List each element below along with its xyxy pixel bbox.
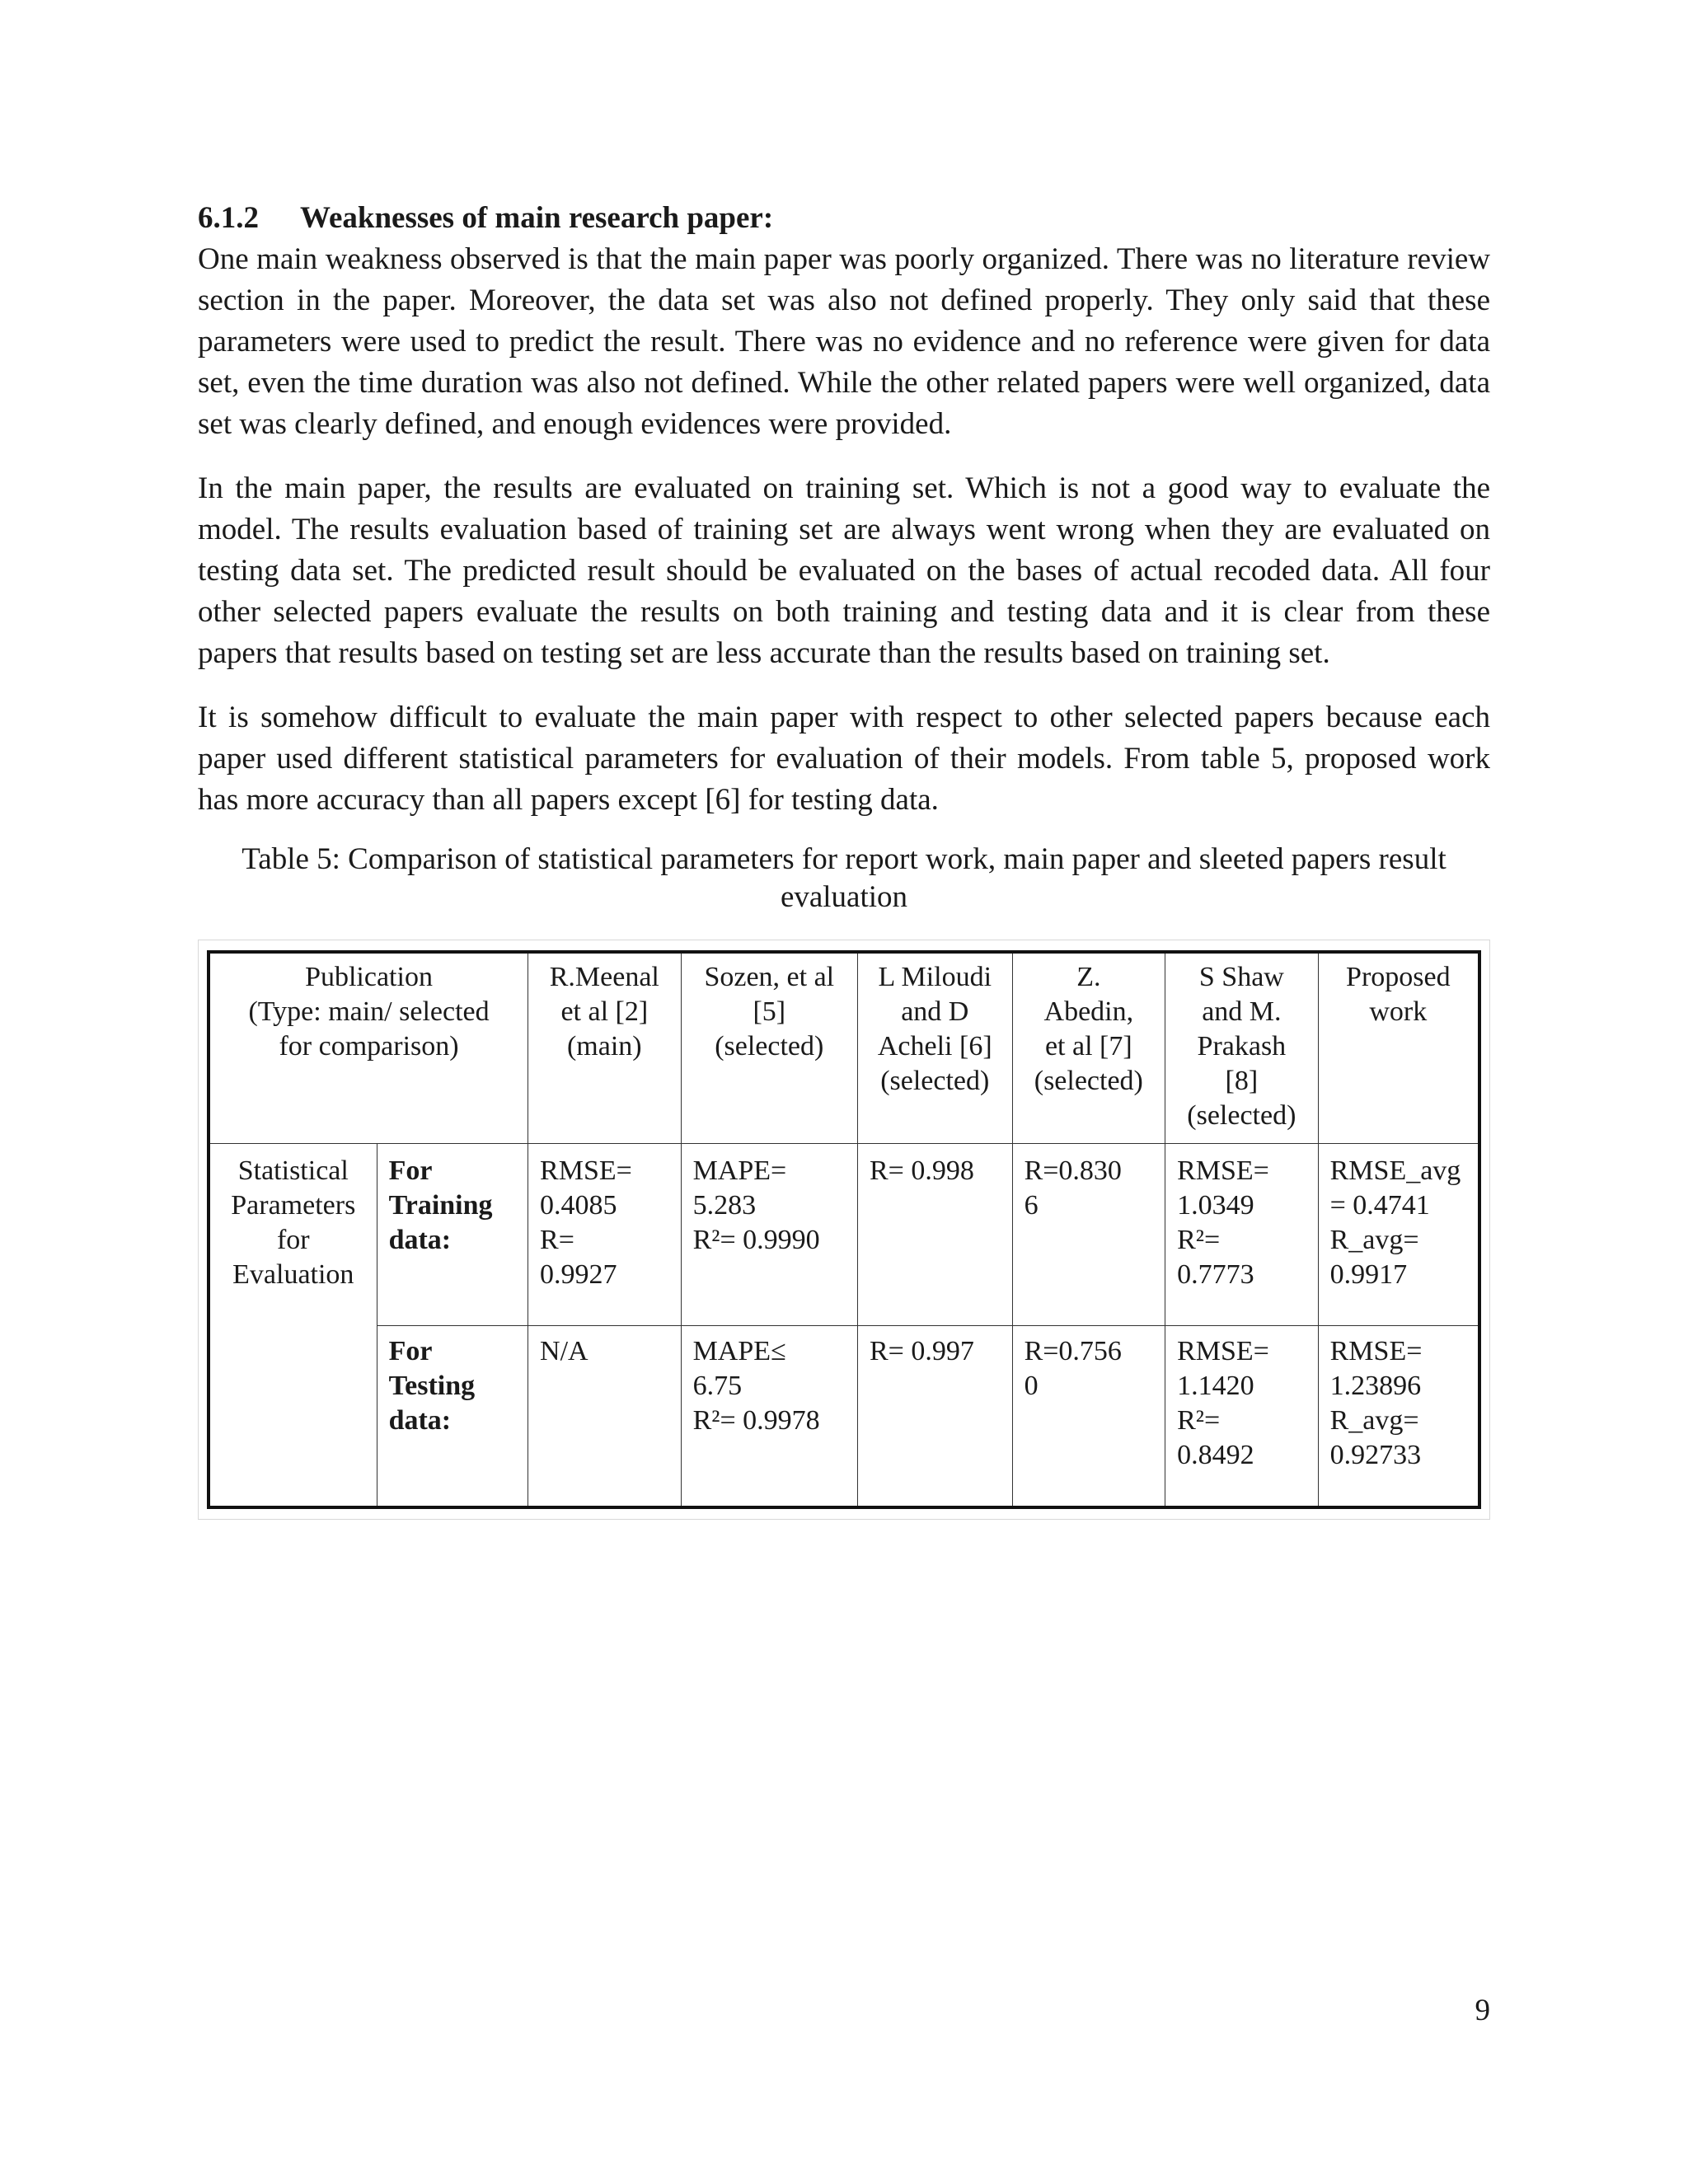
document-body xyxy=(198,198,1490,1520)
table-caption: Table 5: Comparison of statistical parameters for report work, main paper and sleeted papers result evaluation xyxy=(241,842,1447,914)
comparison-table xyxy=(207,950,1481,1509)
table-header-row xyxy=(209,952,1479,1144)
cell-training-sozen: MAPE= 5.283 R²= 0.9990 xyxy=(681,1144,857,1326)
cell-training-miloudi: R= 0.998 xyxy=(857,1144,1012,1326)
header-col-miloudi: L Miloudi and D Acheli [6] (selected) xyxy=(857,952,1012,1144)
row-label-training: For Training data: xyxy=(377,1144,528,1326)
paragraph-1: One main weakness observed is that the main paper was poorly organized. There was no literature review section in the paper. Moreover, the data set was also not defined properly. They only said that these parameters were used to predict the result. There was no evidence and no reference were given for data set, even the time duration was also not defined. While the other related papers were well organized, data set was clearly defined, and enough evidences were provided. xyxy=(198,242,1490,441)
section-number: 6.1.2 xyxy=(198,201,259,235)
cell-testing-sozen: MAPE≤ 6.75 R²= 0.9978 xyxy=(681,1326,857,1508)
table-row-testing xyxy=(209,1326,1479,1508)
row-group-label: Statistical Parameters for Evaluation xyxy=(209,1144,377,1508)
header-publication: Publication (Type: main/ selected for comparison) xyxy=(209,952,528,1144)
table-row-training xyxy=(209,1144,1479,1326)
cell-training-meenal: RMSE= 0.4085 R= 0.9927 xyxy=(528,1144,682,1326)
header-col-sozen: Sozen, et al [5] (selected) xyxy=(681,952,857,1144)
paragraph-2: In the main paper, the results are evaluated on training set. Which is not a good way to evaluate the model. The results evaluation based of training set are always went wrong when they are evaluated on testing data set. The predicted result should be evaluated on the bases of actual recoded data. All four other selected papers evaluate the results on both training and testing data and it is clear from these papers that results based on testing set are less accurate than the results based on training set. xyxy=(198,471,1490,670)
paragraph-3: It is somehow difficult to evaluate the main paper with respect to other selected papers because each paper used different statistical parameters for evaluation of their models. From table 5, proposed work has more accuracy than all papers except [6] for testing data. xyxy=(198,701,1490,817)
cell-testing-meenal: N/A xyxy=(528,1326,682,1508)
cell-testing-shaw: RMSE= 1.1420 R²= 0.8492 xyxy=(1165,1326,1319,1508)
header-col-proposed: Proposed work xyxy=(1318,952,1479,1144)
cell-testing-abedin: R=0.756 0 xyxy=(1012,1326,1165,1508)
section-title: Weaknesses of main research paper: xyxy=(300,201,774,235)
header-col-meenal: R.Meenal et al [2] (main) xyxy=(528,952,682,1144)
cell-training-proposed: RMSE_avg = 0.4741 R_avg= 0.9917 xyxy=(1318,1144,1479,1326)
table-frame xyxy=(198,940,1490,1520)
cell-training-abedin: R=0.830 6 xyxy=(1012,1144,1165,1326)
section-heading xyxy=(198,198,1490,239)
page-number: 9 xyxy=(1475,1994,1490,2027)
cell-testing-proposed: RMSE= 1.23896 R_avg= 0.92733 xyxy=(1318,1326,1479,1508)
header-col-shaw: S Shaw and M. Prakash [8] (selected) xyxy=(1165,952,1319,1144)
cell-training-shaw: RMSE= 1.0349 R²= 0.7773 xyxy=(1165,1144,1319,1326)
row-label-testing: For Testing data: xyxy=(377,1326,528,1508)
header-col-abedin: Z. Abedin, et al [7] (selected) xyxy=(1012,952,1165,1144)
cell-testing-miloudi: R= 0.997 xyxy=(857,1326,1012,1508)
